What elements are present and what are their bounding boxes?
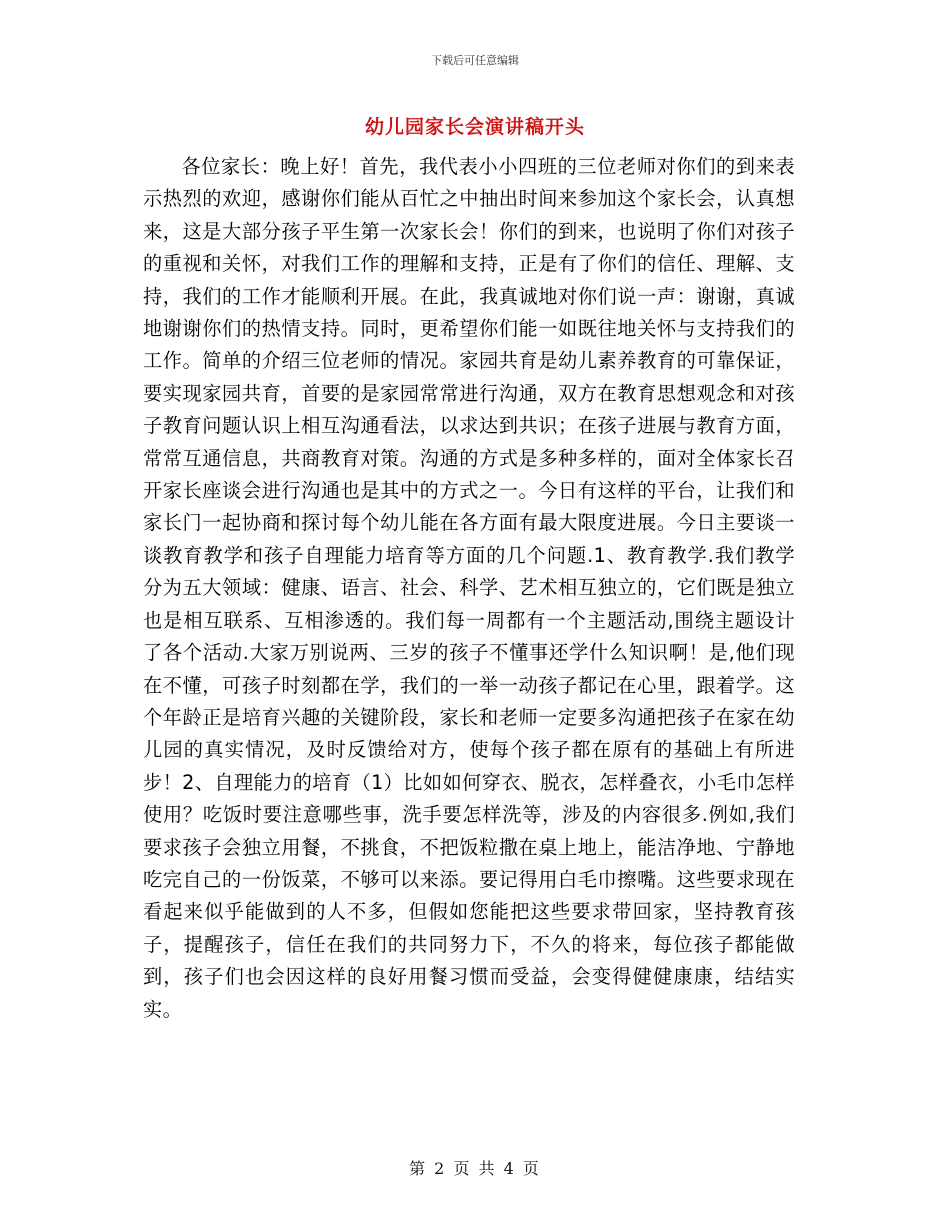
page-header-note: 下载后可任意编辑 — [431, 54, 519, 67]
page-number-footer: 第 2 页 共 4 页 — [409, 1159, 541, 1178]
document-title: 幼儿园家长会演讲稿开头 — [364, 116, 585, 138]
body-paragraph: 各位家长：晚上好！首先，我代表小小四班的三位老师对你们的到来表示热烈的欢迎，感谢你们能从百忙之中抽出时间来参加这个家长会，认真想来，这是大部分孩子平生第一次家长会！你们的到来，也说明了你们对孩子的重视和关怀，对我们工作的理解和支持，正是有了你们的信任、理解、支持，我们的工作才能顺利开展。在此，我真诚地对你们说一声：谢谢，真诚地谢谢你们的热情支持。同时，更希望你们能一如既往地关怀与支持我们的工作。简单的介绍三位老师的情况。家园共育是幼儿素养教育的可靠保证，要实现家园共育，首要的是家园常常进行沟通，双方在教育思想观念和对孩子教育问题认识上相互沟通看法，以求达到共识；在孩子进展与教育方面，常常互通信息，共商教育对策。沟通的方式是多种多样的，面对全体家长召开家长座谈会进行沟通也是其中的方式之一。今日有这样的平台，让我们和家长门一起协商和探讨每个幼儿能在各方面有最大限度进展。今日主要谈一谈教育教学和孩子自理能力培育等方面的几个问题.1、教育教学.我们教学分为五大领域：健康、语言、社会、科学、艺术相互独立的，它们既是独立也是相互联系、互相渗透的。我们每一周都有一个主题活动,围绕主题设计了各个活动.大家万别说两、三岁的孩子不懂事还学什么知识啊！是,他们现在不懂，可孩子时刻都在学，我们的一举一动孩子都记在心里，跟着学。这个年龄正是培育兴趣的关键阶段，家长和老师一定要多沟通把孩子在家在幼儿园的真实情况，及时反馈给对方，使每个孩子都在原有的基础上有所进步！2、自理能力的培育（1）比如如何穿衣、脱衣，怎样叠衣，小毛巾怎样使用？吃饭时要注意哪些事，洗手要怎样洗等，涉及的内容很多.例如,我们要求孩子会独立用餐，不挑食，不把饭粒撒在桌上地上，能洁净地、宁静地吃完自己的一份饭菜，不够可以来添。要记得用白毛巾擦嘴。这些要求现在看起来似乎能做到的人不多，但假如您能把这些要求带回家，坚持教育孩子，提醒孩子，信任在我们的共同努力下，不久的将来，每位孩子都能做到，孩子们也会因这样的良好用餐习惯而受益，会变得健健康康，结结实实。 — [143, 155, 796, 1021]
